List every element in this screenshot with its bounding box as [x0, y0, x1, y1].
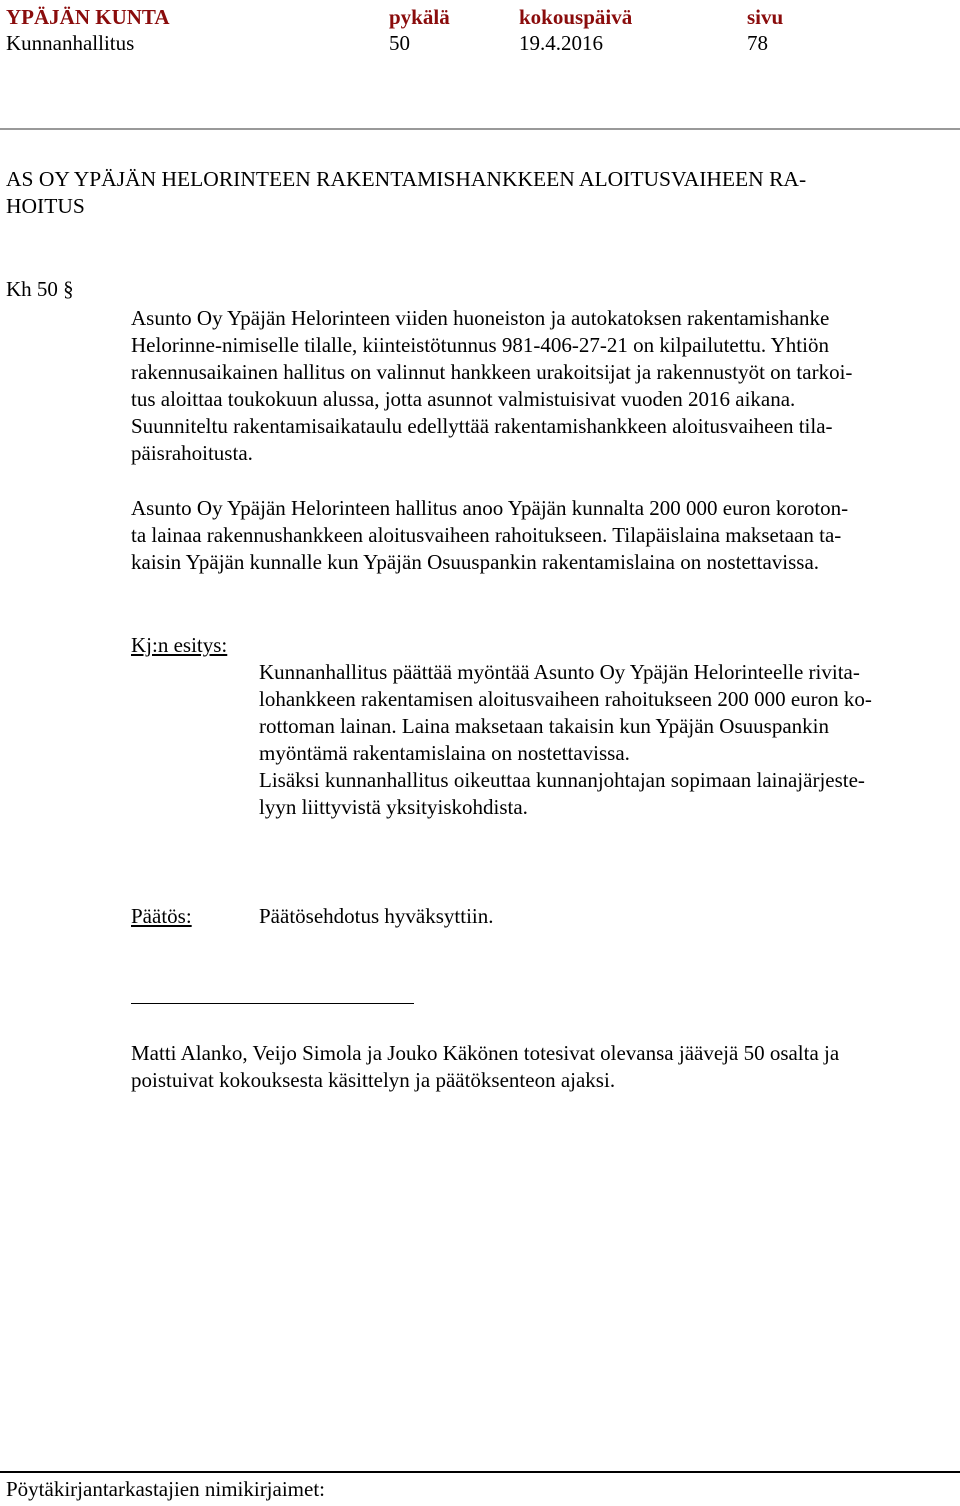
- text-line: ta lainaa rakennushankkeen aloitusvaiheen rahoitukseen. Tilapäislaina maksetaan ta-: [131, 523, 842, 547]
- text-line: kaisin Ypäjän kunnalle kun Ypäjän Osuuspankin rakentamislaina on nostettavissa.: [131, 550, 820, 574]
- text-line: Matti Alanko, Veijo Simola ja Jouko Käkönen totesivat olevansa jäävejä 50 osalta ja: [131, 1041, 840, 1065]
- footer-divider: [0, 1471, 960, 1473]
- text-line: päisrahoitusta.: [131, 441, 253, 465]
- text-line: Helorinne-nimiselle tilalle, kiinteistötunnus 981-406-27-21 on kilpailutettu. Yhtiön: [131, 333, 829, 357]
- municipality-name: YPÄJÄN KUNTA: [6, 5, 170, 29]
- meeting-date: 19.4.2016: [519, 31, 603, 55]
- pykala-number: 50: [389, 31, 410, 55]
- meeting-body: Kunnanhallitus: [6, 31, 135, 55]
- text-line: Suunniteltu rakentamisaikataulu edellyttää rakentamishankkeen aloitusvaiheen tila-: [131, 414, 833, 438]
- title-line: AS OY YPÄJÄN HELORINTEEN RAKENTAMISHANKKEEN ALOITUSVAIHEEN RA-: [6, 167, 807, 191]
- decision-text: Päätösehdotus hyväksyttiin.: [259, 904, 494, 928]
- text-line: lohankkeen rakentamisen aloitusvaiheen rahoitukseen 200 000 euron ko-: [259, 687, 872, 711]
- paragraph-background: [131, 305, 852, 467]
- proposal-text: [259, 659, 872, 821]
- section-reference: Kh 50 §: [6, 277, 74, 301]
- text-line: myöntämä rakentamislaina on nostettavissa.: [259, 741, 630, 765]
- title-line: HOITUS: [6, 194, 85, 218]
- decision-label: Päätös:: [131, 904, 192, 928]
- document-title: [6, 166, 806, 220]
- paragraph-request: [131, 495, 848, 576]
- proposal-label: Kj:n esitys:: [131, 633, 228, 657]
- text-line: poistuivat kokouksesta käsittelyn ja päätöksenteon ajaksi.: [131, 1068, 616, 1092]
- kokouspaiva-label: kokouspäivä: [519, 5, 633, 29]
- footer-signature-label: Pöytäkirjantarkastajien nimikirjaimet:: [6, 1477, 325, 1501]
- pykala-label: pykälä: [389, 5, 450, 29]
- text-line: tus aloittaa toukokuun alussa, jotta asunnot valmistuisivat vuoden 2016 aikana.: [131, 387, 796, 411]
- text-line: rottoman lainan. Laina maksetaan takaisin kun Ypäjän Osuuspankin: [259, 714, 829, 738]
- text-line: lyyn liittyvistä yksityiskohdista.: [259, 795, 528, 819]
- sivu-label: sivu: [747, 5, 784, 29]
- header-divider: [0, 128, 960, 130]
- text-line: Asunto Oy Ypäjän Helorinteen hallitus anoo Ypäjän kunnalta 200 000 euron koroton-: [131, 496, 849, 520]
- disqualification-note: [131, 1040, 839, 1094]
- page-number: 78: [747, 31, 768, 55]
- text-line: Lisäksi kunnanhallitus oikeuttaa kunnanjohtajan sopimaan lainajärjeste-: [259, 768, 865, 792]
- note-separator: [131, 1003, 414, 1004]
- text-line: Kunnanhallitus päättää myöntää Asunto Oy Ypäjän Helorinteelle rivita-: [259, 660, 860, 684]
- text-line: rakennusaikainen hallitus on valinnut hankkeen urakoitsijat ja rakennustyöt on tarkoi-: [131, 360, 853, 384]
- text-line: Asunto Oy Ypäjän Helorinteen viiden huoneiston ja autokatoksen rakentamishanke: [131, 306, 830, 330]
